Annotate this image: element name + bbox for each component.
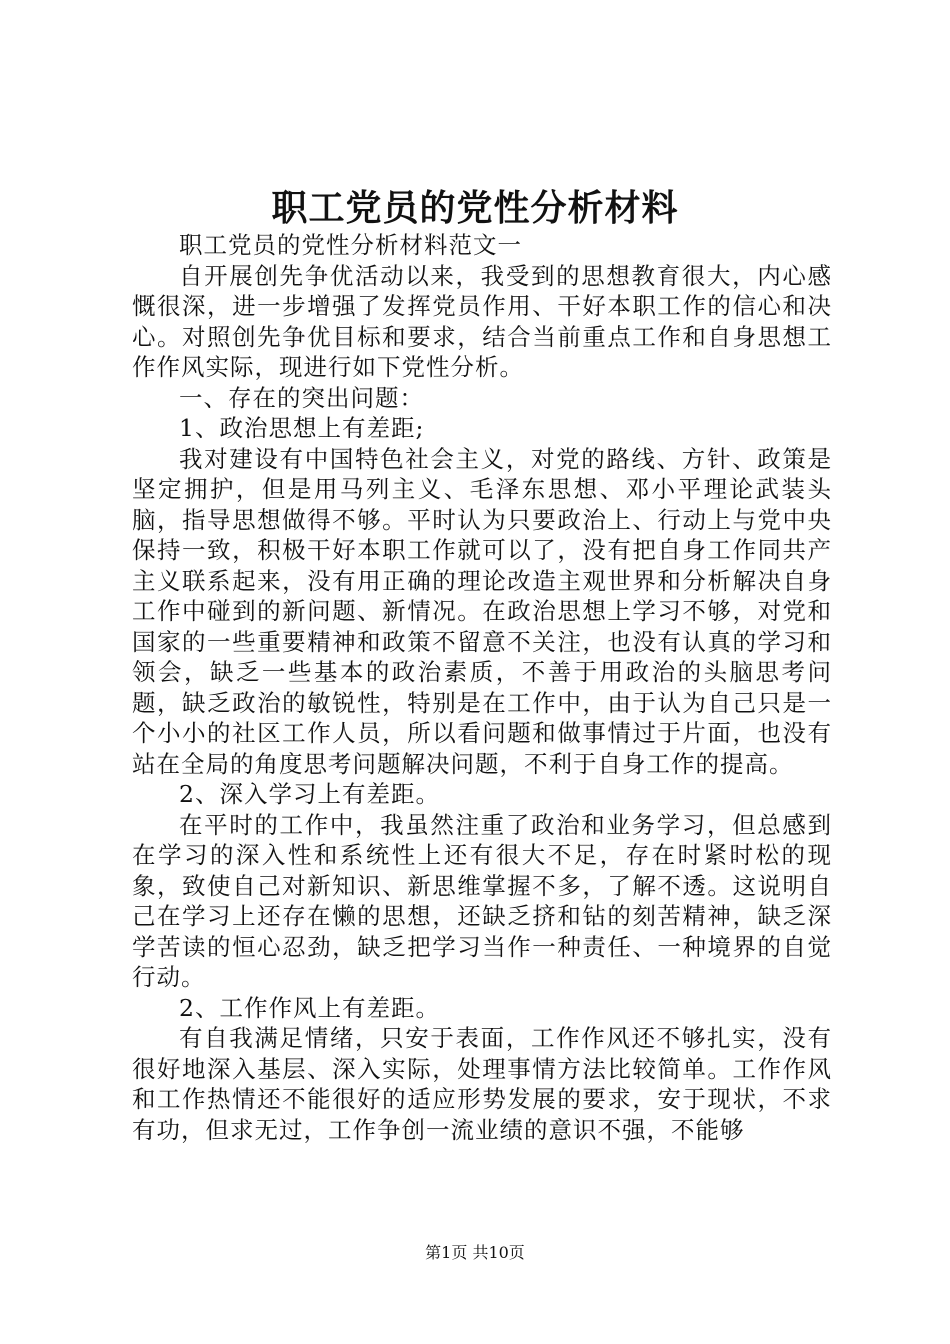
document-body [132,230,832,1145]
paragraph-heading-sample: 职工党员的党性分析材料范文一 [179,231,522,259]
subheading-political: 1、政治思想上有差距; [179,414,425,442]
paragraph-intro: 自开展创先争优活动以来，我受到的思想教育很大，内心感慨很深，进一步增强了发挥党员作用、干好本职工作的信心和决心。对照创先争优目标和要求，结合当前重点工作和自身思想工作作风实际，现进行如下党性分析。 [132,261,832,381]
subheading-study: 2、深入学习上有差距。 [179,780,440,808]
page-number-footer: 第1页 共10页 [425,1243,525,1262]
paragraph-political: 我对建设有中国特色社会主义，对党的路线、方针、政策是坚定拥护，但是用马列主义、毛泽东思想、邓小平理论武装头脑，指导思想做得不够。平时认为只要政治上、行动上与党中央保持一致，积极干好本职工作就可以了，没有把自身工作同共产主义联系起来，没有用正确的理论改造主观世界和分析解决自身工作中碰到的新问题、新情况。在政治思想上学习不够，对党和国家的一些重要精神和政策不留意不关注，也没有认真的学习和领会，缺乏一些基本的政治素质，不善于用政治的头脑思考问题，缺乏政治的敏锐性，特别是在工作中，由于认为自己只是一个小小的社区工作人员，所以看问题和做事情过于片面，也没有站在全局的角度思考问题解决问题，不利于自身工作的提高。 [132,444,832,778]
paragraph-study: 在平时的工作中，我虽然注重了政治和业务学习，但总感到在学习的深入性和系统性上还有很大不足，存在时紧时松的现象，致使自己对新知识、新思维掌握不多，了解不透。这说明自己在学习上还存在懒的思想，还缺乏挤和钻的刻苦精神，缺乏深学苦读的恒心忍劲，缺乏把学习当作一种责任、一种境界的自觉行动。 [132,810,832,991]
document-title: 职工党员的党性分析材料 [271,188,679,229]
section-heading-problems: 一、存在的突出问题： [179,383,424,412]
subheading-work-style: 2、工作作风上有差距。 [179,993,440,1022]
paragraph-work-style: 有自我满足情绪，只安于表面，工作作风还不够扎实，没有很好地深入基层、深入实际，处理事情方法比较简单。工作作风和工作热情还不能很好的适应形势发展的要求，安于现状，不求有功，但求无过，工作争创一流业绩的意识不强，不能够 [132,1024,832,1144]
